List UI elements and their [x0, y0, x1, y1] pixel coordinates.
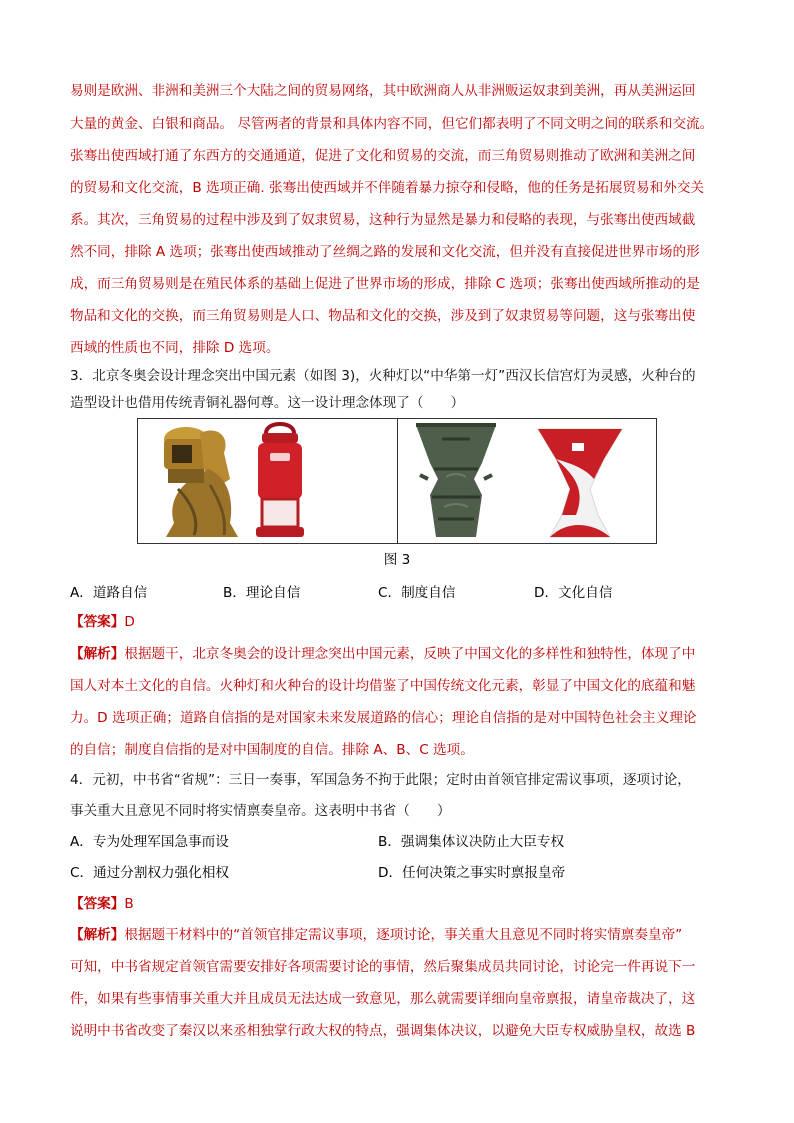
explain-line: 易则是欧洲、非洲和美洲三个大陆之间的贸易网络，其中欧洲商人从非洲贩运奴隶到美洲，再从美洲运回 [70, 83, 696, 99]
figure-zun-panel [398, 419, 657, 543]
q3-option-b[interactable]: B．理论自信 [223, 585, 301, 601]
explain-line: 张骞出使西域打通了东西方的交通通道，促进了文化和贸易的交流，而三角贸易则推动了欧洲和美洲之间 [70, 148, 696, 164]
q4-answer [70, 895, 730, 913]
q4-option-d[interactable]: D．任何决策之事实时禀报皇帝 [378, 865, 566, 881]
explain-line: 的贸易和文化交流，B 选项正确. 张骞出使西域并不伴随着暴力掠夺和侵略，他的任务是拓展贸易和外交关 [70, 180, 705, 196]
q3-stem: 造型设计也借用传统青铜礼器何尊。这一设计理念体现了（ ） [70, 395, 465, 411]
answer-value: B [124, 896, 134, 912]
q4-analysis-line: 件，如果有些事情事关重大并且成员无法达成一致意见，那么就需要详细向皇帝禀报，请皇帝裁决了，这 [70, 991, 696, 1007]
q4-option-a[interactable]: A．专为处理军国急事而设 [70, 834, 229, 850]
q3-analysis-line [70, 645, 730, 663]
q3-option-c[interactable]: C．制度自信 [378, 585, 456, 601]
q4-option-b[interactable]: B．强调集体议决防止大臣专权 [378, 834, 565, 850]
figure-3 [137, 418, 657, 544]
q3-analysis-line: 的自信；制度自信指的是对中国制度的自信。排除 A、B、C 选项。 [70, 742, 474, 758]
he-zun-and-cauldron-image [398, 419, 657, 543]
changxin-palace-lamp-and-torch-lamp-image [138, 419, 376, 543]
q4-option-c[interactable]: C．通过分割权力强化相权 [70, 865, 230, 881]
q4-analysis-line: 可知，中书省规定首领官需要安排好各项需要讨论的事情，然后聚集成员共同讨论，讨论完一件再说下一 [70, 959, 696, 975]
q3-analysis-line: 国人对本土文化的自信。火种灯和火种台的设计均借鉴了中国传统文化元素，彰显了中国文化的底蕴和魅 [70, 678, 696, 694]
answer-value: D [124, 614, 135, 630]
figure-lamp-panel [138, 419, 398, 543]
analysis-text: 根据题干材料中的“首领官排定需议事项，逐项讨论，事关重大且意见不同时将实情禀奏皇帝” [124, 927, 683, 943]
q4-stem: 事关重大且意见不同时将实情禀奏皇帝。这表明中书省（ ） [70, 803, 451, 819]
explain-line: 然不同，排除 A 选项；张骞出使西域推动了丝绸之路的发展和文化交流，但并没有直接促进世界市场的形 [70, 244, 700, 260]
analysis-tag: 【解析】 [70, 927, 125, 943]
q3-analysis-line: 力。D 选项正确；道路自信指的是对国家未来发展道路的信心；理论自信指的是对中国特色社会主义理论 [70, 710, 697, 726]
explain-line: 物品和文化的交换，而三角贸易则是人口、物品和文化的交换，涉及到了奴隶贸易等问题，这与张骞出使 [70, 308, 696, 324]
explain-line: 成，而三角贸易则是在殖民体系的基础上促进了世界市场的形成，排除 C 选项；张骞出使西域所推动的是 [70, 276, 700, 292]
q4-stem: 4．元初，中书省“省规”：三日一奏事，军国急务不拘于此限；定时由首领官排定需议事项，逐项讨论， [70, 772, 691, 788]
q3-option-a[interactable]: A．道路自信 [70, 585, 148, 601]
q3-stem: 3．北京冬奥会设计理念突出中国元素（如图 3)，火种灯以“中华第一灯”西汉长信宫灯为灵感，火种台的 [70, 368, 696, 384]
analysis-tag: 【解析】 [70, 646, 125, 662]
figure-caption: 图 3 [383, 552, 411, 568]
answer-tag: 【答案】 [70, 614, 125, 630]
q3-answer [70, 613, 730, 631]
explain-line: 大量的黄金、白银和商品。 尽管两者的背景和具体内容不同，但它们都表明了不同文明之间的联系和交流。 [70, 116, 714, 132]
q4-analysis-line: 说明中书省改变了秦汉以来丞相独掌行政大权的特点，强调集体决议，以避免大臣专权威胁皇权，故选 B [70, 1023, 696, 1039]
explain-line: 系。其次，三角贸易的过程中涉及到了奴隶贸易，这种行为显然是暴力和侵略的表现，与张骞出使西域截 [70, 212, 696, 228]
analysis-text: 根据题干，北京冬奥会的设计理念突出中国元素，反映了中国文化的多样性和独特性，体现了中 [124, 646, 696, 662]
q4-analysis-line [70, 926, 730, 944]
explain-line: 西域的性质也不同，排除 D 选项。 [70, 340, 280, 356]
q3-option-d[interactable]: D．文化自信 [534, 585, 613, 601]
answer-tag: 【答案】 [70, 896, 125, 912]
